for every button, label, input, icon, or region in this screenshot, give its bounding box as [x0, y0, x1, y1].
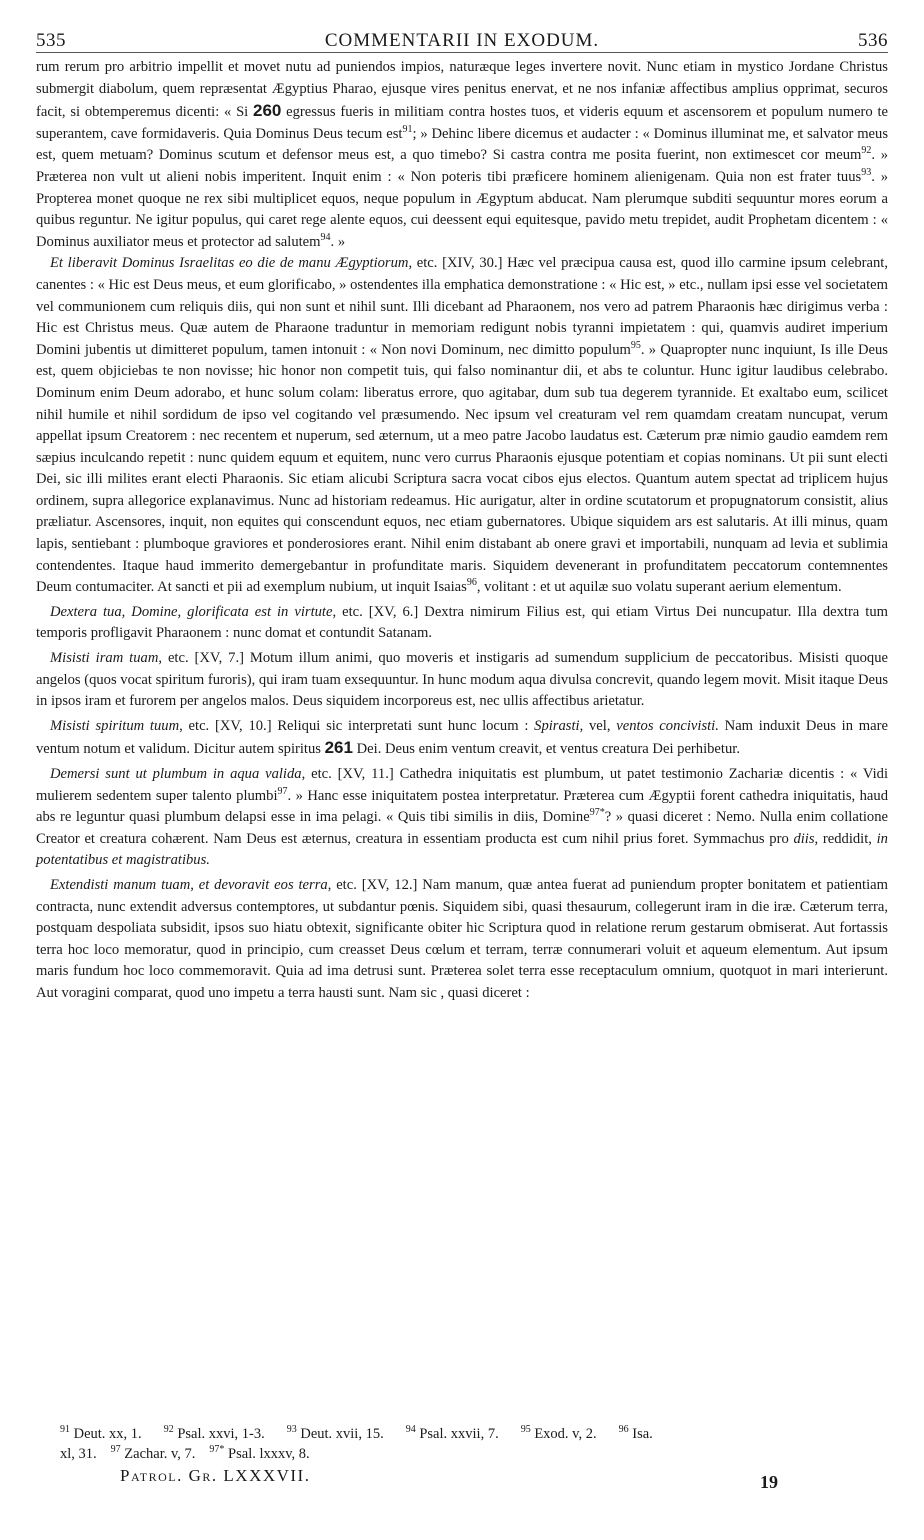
footnote-entry	[521, 1426, 597, 1442]
text-run: egressus fueris in militiam contra hostes tuos, et videris equum et ascensorem et populum numero te superantem, cave formidaveris. Quia Dominus Deus tecum est	[36, 104, 888, 142]
text-run: . » Quapropter nunc inquiunt, Is ille Deus est, quem objiciebas te non novisse; hic honor non competit tuis, qui falso nominantur dii, et abs te coluntur. Hunc igitur laudibus celebrabo. Dominum enim Deum adorabo, et hunc solum colam: liberatus errore, quo agitabar, dum sub tua degerem tyrannide. Et exaltabo eum, scilicet nihil humile et nihil sordidum de ipso vel cogitando vel præsumendo. Nec ipsum vel creaturam vel rem quamdam creatam nuncupat, verum appellat ipsum Creatorem : nec recentem et nuperum, sed æternum, ut a meo patre Jacobo laudatus est. Cæterum præ nimio gaudio eamdem rem sæpius inculcando repetit : nunc quidem equum et equitem, nunc vero currus Pharaonis ejusque potentiam et copias nominans. Ut pii sunt electi Dei, sic illi milites erant electi Pharaonis. Sic etiam alicubi Scriptura sacra vocat cibos ejus electos. Quantum autem spectat ad triplicem hujus ordinem, supra allegorice explanavimus. Nunc ad historiam redeamus. Hic aurigatur, alter in ordine scutatorum et propugnatorum consistit, alius præliatur. Ascensores, inquit, non equites qui conscendunt equos, nec etiam gubernatores. Ubique siquidem ars est salutaris. At illi minus, quam lapis, sentiebant : plumboque graviores et ponderosiores erant. Nihil enim distabant ab onere gravi et importabili, nunquam ad levia et sublimia contendentes. Itaque haud immerito demergebantur in profunditate maris. Siquidem devenerant in profunditatem peccatorum contemnentes Deum contumaciter. At sancti et pii ad exemplum nubium, ut inquit Isaias	[36, 341, 888, 596]
paragraph-p6	[36, 764, 888, 872]
lemma-text: Demersi sunt ut plumbum in aqua valida	[50, 766, 302, 782]
footnote-citation: Psal. xxvii, 7.	[419, 1426, 499, 1442]
footnote-line	[60, 1424, 890, 1444]
lemma-text: Et liberavit Dominus Israelitas eo die de manu Ægyptiorum	[50, 255, 409, 272]
paragraph-p2	[36, 253, 888, 599]
right-page-number: 536	[858, 30, 888, 51]
lemma-text: Misisti spiritum tuum	[50, 717, 180, 734]
lemma-text: Misisti iram tuam	[50, 650, 159, 667]
footnote-entry	[209, 1446, 309, 1462]
footnote-entry	[287, 1426, 384, 1442]
footnote-entry	[406, 1426, 499, 1442]
running-title: COMMENTARII IN EXODUM.	[324, 30, 600, 51]
footnote-line	[60, 1444, 890, 1464]
footnote-citation: Zachar. v, 7.	[124, 1446, 196, 1462]
page	[36, 30, 888, 1005]
text-run: , etc. [XV, 10.] Reliqui sic interpretati sunt hunc locum :	[179, 717, 535, 734]
column-marker: 261	[324, 738, 353, 758]
footnote-ref: 96	[466, 577, 477, 589]
footnote-entry	[60, 1426, 142, 1442]
footnote-ref: 97*	[589, 807, 605, 819]
footnote-number: 97	[110, 1444, 121, 1456]
commentary-text	[36, 57, 888, 1005]
text-run: , volitant : et ut aquilæ suo volatu superant aerium elementum.	[476, 579, 842, 596]
lemma-text: Extendisti manum tuam, et devoravit eos terra	[50, 876, 328, 893]
text-run: , vel,	[579, 717, 617, 734]
text-run: rum rerum pro arbitrio impellit et movet nutu ad puniendos impios, naturæque leges invertere novit. Nunc etiam in mystico Jordane Christus submergit diabolum, quem repræsentat Ægyptius Pharao, ejusque vires penitus enervat, et ne nos infaniæ affectibus amplius opprimat, securos facit, si obtemperemus dicenti: « Si	[36, 59, 888, 121]
left-page-number: 535	[36, 30, 66, 51]
paragraph-p1	[36, 57, 888, 253]
footnote-citation: Exod. v, 2.	[534, 1426, 597, 1442]
text-run: , etc. [XV, 11.] Cathedra iniquitatis est plumbum, ut patet testimonio Zachariæ dicentis : « Vidi mulierem sedentem super talento plumbi	[36, 766, 888, 804]
footnote-ref: 94	[320, 231, 331, 243]
text-run: . » Hanc esse iniquitatem postea interpretatur. Præterea cum Ægyptii forent cathedra iniquitatis, haud abs re leguntur quasi plumbum delapsi esse in ima pelagi. « Quis tibi similis in diis, Domine	[36, 787, 888, 826]
footnote-citation: Deut. xvii, 15.	[300, 1426, 384, 1442]
footnote-citation: Psal. lxxxv, 8.	[228, 1446, 310, 1462]
footnote-number: 97*	[209, 1444, 225, 1456]
lemma-text: Dextera tua, Domine, glorificata est in virtute	[50, 603, 333, 620]
footnote-number: 91	[60, 1424, 70, 1436]
running-header	[36, 30, 888, 53]
paragraph-p3	[36, 602, 888, 645]
paragraph-p7	[36, 875, 888, 1005]
text-run: , etc. [XV, 7.] Motum illum animi, quo moveris et instigaris ad sumendum supplicium de peccatoribus. Misisti quoque angelos (quos vocat spiritum furoris), qui iram tuam exsequuntur. In hunc modum aqua divulsa concrevit, quando legem movit. Misit itaque Deus in ipsos iram et furorem per angelos malos. Deus siquidem incorporeus est, nec ullis affectibus arietatur.	[36, 650, 888, 710]
footnote-ref: 93	[861, 167, 872, 179]
text-run: , etc. [XIV, 30.] Hæc vel præcipua causa est, quod illo carmine ipsum celebrant, canentes : « Hic est Deus meus, et eum glorificabo, » ostendentes illa emphatica demonstratione : « Hic est, » etc., nullam ipsi esse vel societatem vel communionem cum reliquis diis, qui non sunt et nihil sunt. Illi dicebant ad Pharaonem, nos vero ad patrem Pharaonis hæc dirigimus verba : Hic est Christus meus. Quæ autem de Pharaone traduntur in memoriam redigunt nobis tyranni impietatem : qui, quamvis audiret imperium Domini jubentis ut dimitteret populum, tamen intonuit : « Non novi Dominum, nec dimitto populum	[36, 255, 889, 358]
footnote-entry	[60, 1446, 97, 1462]
footnote-citation: Isa.	[632, 1426, 653, 1442]
series-signature: Patrol. Gr. LXXXVII.	[120, 1466, 311, 1485]
text-run: . » Propterea monet quoque ne rex sibi multiplicet equos, neque populum in Ægyptum abducat. Nam plerumque subditi sequuntur mores eorum a quibus reguntur. Ne igitur populus, qui caret rege alente equos, cui deessent equi equitesque, pavido metu trepidet, audit Prophetam dicentem : « Dominus auxiliator meus et protector ad salutem	[36, 168, 889, 250]
lemma-text: diis	[793, 830, 815, 847]
lemma-text: in potentatibus et magistratibus.	[36, 830, 888, 869]
footnote-ref: 91	[402, 123, 413, 135]
footnote-entry	[619, 1426, 653, 1442]
footnote-number: 93	[286, 1424, 297, 1436]
footnote-number: 95	[520, 1424, 531, 1436]
lemma-text: ventos concivisti.	[616, 717, 719, 734]
text-run: ; » Dehinc libere dicemus et audacter : « Dominus illuminat me, et salvator meus est, quem metuam? Dominus scutum et defensor meus est, a quo timebo? Si castra contra me posita fuerint, non extimescet cor meum	[36, 125, 888, 164]
gathering-number: 19	[760, 1472, 778, 1492]
text-run: Nam induxit Deus in mare ventum notum et validum. Dicitur autem spiritus	[36, 717, 888, 758]
footnote-entry	[111, 1446, 196, 1462]
text-run: . » Præterea non vult ut alieni nobis imperitent. Inquit enim : « Non poteris tibi præficere hominem alienigenam. Quia non est frater tuus	[36, 147, 888, 185]
paragraph-p4	[36, 648, 888, 713]
footnotes	[60, 1424, 890, 1464]
footnote-citation: Deut. xx, 1.	[73, 1426, 142, 1442]
footnote-number: 92	[163, 1424, 174, 1436]
footnote-citation: xl, 31.	[60, 1446, 97, 1462]
text-run: , reddidit,	[814, 830, 877, 847]
footnote-number: 96	[618, 1424, 629, 1436]
column-marker: 260	[253, 101, 282, 121]
footnote-ref: 97	[277, 785, 288, 797]
lemma-text: Spirasti	[534, 717, 580, 734]
text-run: , etc. [XV, 12.] Nam manum, quæ antea fuerat ad puniendum propter bonitatem et patientiam contracta, nunc extendit adversus contemptores, ut subdantur pœnis. Siquidem sibi, quasi thesaurum, collegerunt iram in die iræ. Cæterum terra, postquam despoliata subsidit, ipsos suo hiatu obtexit, significante obiter hic Scriptura quod in relatione rerum gestarum obmiserat. Aut fortassis terra hoc loco memoratur, quod in principio, cum creasset Deus cœlum et terram, terræ connumerari voluit et aqueum elementum. Aut ipsum maris fundum hoc loco commemoravit. Quia ad ima detrusi sunt. Præterea solet terra esse receptaculum omnium, quotquot in mari interierunt. Aut voragini comparat, quod uno impetu a terra hausti sunt. Nam sic , quasi diceret :	[36, 876, 888, 1001]
text-run: ? » quasi diceret : Nemo. Nulla enim collatione Creator et creatura cohærent. Nam Deus est æternus, creatura in essentiam producta est cum nihil prius foret. Symmachus pro	[36, 809, 888, 847]
footnote-entry	[164, 1426, 265, 1442]
footnote-citation: Psal. xxvi, 1-3.	[177, 1426, 265, 1442]
footnote-ref: 92	[861, 145, 872, 157]
footnote-number: 94	[405, 1424, 416, 1436]
text-run: . »	[330, 233, 346, 250]
footnote-ref: 95	[630, 339, 641, 351]
text-run: Dei. Deus enim ventum creavit, et ventus creatura Dei perhibetur.	[352, 741, 740, 758]
text-run: , etc. [XV, 6.] Dextra nimirum Filius est, qui etiam Virtus Dei nuncupatur. Illa dextra tum temporis profligavit Pharaonem : nunc domat et contundit Satanam.	[36, 603, 888, 642]
paragraph-p5	[36, 716, 888, 761]
